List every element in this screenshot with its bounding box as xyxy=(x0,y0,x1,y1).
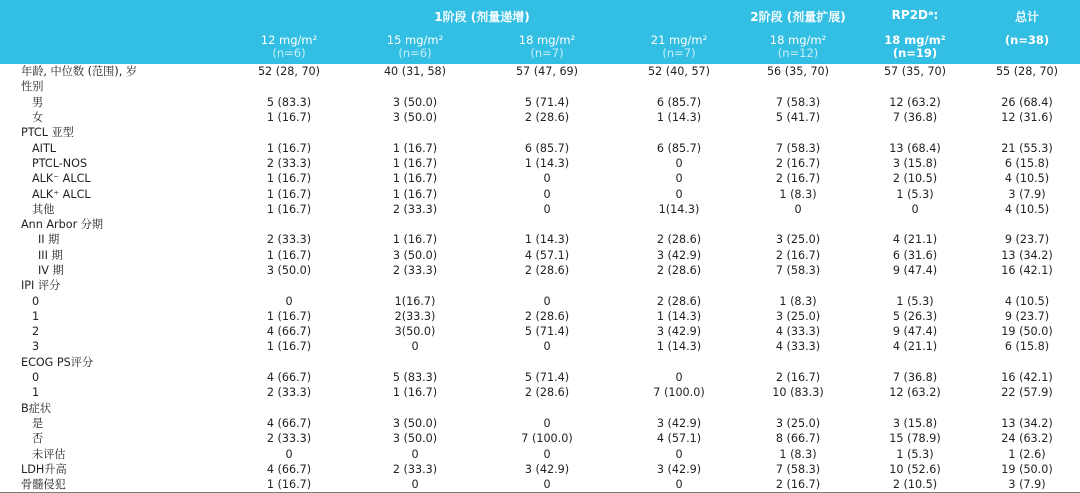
row-label: 2 xyxy=(32,325,40,339)
table-cell: 1 (8.3) xyxy=(779,447,817,461)
table-cell: 2 (28.6) xyxy=(524,264,570,277)
table-cell: 2 (28.6) xyxy=(524,386,570,400)
table-row xyxy=(0,217,1080,232)
dose-value: 21 mg/m² xyxy=(650,33,708,47)
table-cell: 2 (33.3) xyxy=(392,202,438,216)
table-cell: 5 (83.3) xyxy=(266,95,312,109)
table-cell: 0 xyxy=(543,294,551,308)
table-cell: 1 (16.7) xyxy=(392,141,438,155)
table-cell: 21 (55.3) xyxy=(1001,141,1053,155)
row-label: 其他 xyxy=(32,202,55,216)
table-cell: 5 (71.4) xyxy=(524,371,570,385)
table-row xyxy=(0,171,1080,186)
row-label: ALK⁺ ALCL xyxy=(32,187,91,201)
table-cell xyxy=(224,278,354,293)
table-cell: 2 (10.5) xyxy=(892,172,938,186)
table-cell xyxy=(856,217,974,232)
rp2d-header-label: RP2Dᵃ: xyxy=(856,0,974,34)
table-cell: 55 (28, 70) xyxy=(995,65,1059,79)
table-cell: 2 (33.3) xyxy=(266,233,312,247)
table-cell: 1 (16.7) xyxy=(392,233,438,247)
table-cell xyxy=(740,401,856,416)
table-row xyxy=(0,110,1080,125)
table-cell: 3 (7.9) xyxy=(1008,187,1046,201)
table-cell: 1 (14.3) xyxy=(656,309,702,323)
table-cell: 4 (21.1) xyxy=(892,233,938,247)
table-cell xyxy=(856,125,974,140)
table-row xyxy=(0,431,1080,446)
dose-col-header xyxy=(354,34,476,64)
table-cell: 2 (16.7) xyxy=(775,156,821,170)
table-cell: 3 (42.9) xyxy=(656,462,702,476)
table-cell: 1 (5.3) xyxy=(896,187,934,201)
table-cell: 1 (16.7) xyxy=(266,309,312,323)
table-cell: 0 xyxy=(543,340,551,354)
table-cell: 2 (10.5) xyxy=(856,477,974,493)
table-body xyxy=(0,64,1080,493)
table-cell: 19 (50.0) xyxy=(1001,325,1053,339)
table-cell: 0 xyxy=(675,187,683,201)
table-row xyxy=(0,401,1080,416)
table-cell: 0 xyxy=(411,340,419,354)
table-cell: 1 (16.7) xyxy=(392,172,438,186)
table-cell: 2 (16.7) xyxy=(775,371,821,385)
table-cell: 1 (2.6) xyxy=(1008,447,1046,461)
dose-value: 12 mg/m² xyxy=(260,33,318,47)
table-cell: 5 (71.4) xyxy=(524,95,570,109)
table-cell: 13 (34.2) xyxy=(1001,248,1053,262)
table-cell xyxy=(618,125,740,140)
phase1-group-header: 1阶段 (剂量递增) xyxy=(224,0,740,34)
table-cell: 1 (16.7) xyxy=(266,248,312,262)
table-cell: 15 (78.9) xyxy=(889,432,941,446)
table-cell: 3 (50.0) xyxy=(266,264,312,277)
table-row xyxy=(0,370,1080,385)
table-cell: 6 (85.7) xyxy=(656,141,702,155)
table-cell xyxy=(354,79,476,94)
table-cell: 12 (31.6) xyxy=(1001,111,1053,125)
table-cell: 7 (100.0) xyxy=(653,386,705,400)
table-cell: 1 (14.3) xyxy=(524,156,570,170)
table-cell: 1 (5.3) xyxy=(896,294,934,308)
table-cell: 9 (23.7) xyxy=(1004,309,1050,323)
table-cell: 2 (28.6) xyxy=(656,264,702,277)
table-cell xyxy=(224,217,354,232)
table-cell: 6 (15.8) xyxy=(1004,340,1050,354)
table-cell: 7 (36.8) xyxy=(892,371,938,385)
table-cell: 0 xyxy=(675,371,683,385)
table-cell: 1(16.7) xyxy=(394,294,436,308)
table-cell xyxy=(856,79,974,94)
table-row xyxy=(0,95,1080,110)
table-cell: 4 (66.7) xyxy=(266,416,312,430)
table-cell: 3(50.0) xyxy=(394,325,436,339)
table-cell: 4 (66.7) xyxy=(266,371,312,385)
table-row xyxy=(0,202,1080,217)
dose-n: (n=7) xyxy=(530,46,564,60)
table-cell: 3 (25.0) xyxy=(775,233,821,247)
table-cell: 19 (50.0) xyxy=(1001,462,1053,476)
table-cell: 7 (36.8) xyxy=(892,111,938,125)
table-row xyxy=(0,324,1080,339)
row-label: 3 xyxy=(32,340,40,354)
table-cell: 3 (50.0) xyxy=(392,111,438,125)
table-cell: 1 (16.7) xyxy=(224,477,354,493)
table-cell: 2 (16.7) xyxy=(775,248,821,262)
table-cell: 26 (68.4) xyxy=(1001,95,1053,109)
table-cell: 2 (33.3) xyxy=(392,264,438,277)
table-cell xyxy=(224,355,354,370)
table-cell xyxy=(476,217,618,232)
table-cell: 5 (26.3) xyxy=(892,309,938,323)
table-row xyxy=(0,232,1080,247)
table-cell: 4 (33.3) xyxy=(775,325,821,339)
row-label: PTCL 亚型 xyxy=(21,126,74,140)
table-cell xyxy=(618,217,740,232)
table-cell xyxy=(974,79,1080,94)
row-label: III 期 xyxy=(38,248,63,262)
table-cell: 1 (5.3) xyxy=(896,447,934,461)
table-cell: 0 xyxy=(476,477,618,493)
table-cell: 0 xyxy=(618,477,740,493)
dose-n: (n=7) xyxy=(662,46,696,60)
table-cell: 1 (14.3) xyxy=(524,233,570,247)
row-label: 男 xyxy=(32,95,44,109)
row-label: IV 期 xyxy=(38,264,64,277)
dose-col-header xyxy=(618,34,740,64)
table-row xyxy=(0,385,1080,400)
table-cell xyxy=(856,355,974,370)
table-cell: 0 xyxy=(543,447,551,461)
table-cell xyxy=(224,401,354,416)
table-cell: 3 (50.0) xyxy=(392,432,438,446)
table-cell: 12 (63.2) xyxy=(889,386,941,400)
table-cell xyxy=(856,278,974,293)
table-cell xyxy=(618,355,740,370)
table-cell: 2 (28.6) xyxy=(524,111,570,125)
table-cell: 0 xyxy=(285,294,293,308)
table-row xyxy=(0,462,1080,477)
table-cell: 4 (57.1) xyxy=(524,248,570,262)
table-cell xyxy=(740,79,856,94)
table-row xyxy=(0,186,1080,201)
table-row xyxy=(0,79,1080,94)
row-label: 骨髓侵犯 xyxy=(0,477,224,493)
table-cell xyxy=(974,217,1080,232)
table-cell: 56 (35, 70) xyxy=(766,65,830,79)
table-row xyxy=(0,248,1080,263)
table-cell xyxy=(974,355,1080,370)
table-cell: 7 (58.3) xyxy=(775,95,821,109)
table-cell: 7 (58.3) xyxy=(775,462,821,476)
row-label: ALK⁻ ALCL xyxy=(32,172,91,186)
table-cell xyxy=(354,217,476,232)
header-blank-cell xyxy=(0,0,224,34)
dose-value: 15 mg/m² xyxy=(386,33,444,47)
table-cell xyxy=(354,355,476,370)
total-col-header xyxy=(974,34,1080,64)
table-cell: 12 (63.2) xyxy=(889,95,941,109)
dose-col-header xyxy=(224,34,354,64)
table-cell: 1 (16.7) xyxy=(266,340,312,354)
table-cell: 24 (63.2) xyxy=(1001,432,1053,446)
table-cell: 0 xyxy=(675,447,683,461)
table-cell: 2 (28.6) xyxy=(524,309,570,323)
table-cell: 1 (14.3) xyxy=(656,340,702,354)
table-cell: 4 (10.5) xyxy=(1004,172,1050,186)
table-cell: 9 (23.7) xyxy=(1004,233,1050,247)
table-cell: 1 (8.3) xyxy=(779,187,817,201)
table-cell xyxy=(354,401,476,416)
table-row xyxy=(0,278,1080,293)
dose-value: 18 mg/m² xyxy=(769,33,827,47)
table-row xyxy=(0,64,1080,79)
table-cell: 3 (25.0) xyxy=(775,416,821,430)
table-cell: 13 (34.2) xyxy=(1001,416,1053,430)
table-cell xyxy=(974,278,1080,293)
header-blank-cell-2 xyxy=(0,34,224,64)
table-cell: 57 (47, 69) xyxy=(515,65,579,79)
table-cell: 9 (47.4) xyxy=(892,325,938,339)
table-cell: 7 (58.3) xyxy=(775,264,821,277)
table-cell xyxy=(618,79,740,94)
table-cell: 3 (42.9) xyxy=(656,248,702,262)
row-label: Ann Arbor 分期 xyxy=(21,218,104,232)
table-cell: 4 (66.7) xyxy=(266,462,312,476)
row-label: AITL xyxy=(32,141,57,155)
table-cell: 4 (57.1) xyxy=(656,432,702,446)
table-cell: 7 (58.3) xyxy=(775,141,821,155)
table-cell xyxy=(740,278,856,293)
table-cell: 2 (33.3) xyxy=(392,462,438,476)
dose-n: (n=12) xyxy=(777,46,819,60)
table-cell: 0 xyxy=(794,202,802,216)
table-cell xyxy=(618,278,740,293)
dose-col-header xyxy=(476,34,618,64)
table-cell xyxy=(476,401,618,416)
table-cell xyxy=(354,125,476,140)
table-cell: 6 (15.8) xyxy=(1004,156,1050,170)
table-cell: 3 (42.9) xyxy=(524,462,570,476)
table-cell xyxy=(740,125,856,140)
row-label: LDH升高 xyxy=(21,462,67,476)
row-label: ECOG PS评分 xyxy=(21,355,94,369)
table-cell: 3 (7.9) xyxy=(974,477,1080,493)
table-cell xyxy=(476,125,618,140)
total-header-label: 总计 xyxy=(974,0,1080,34)
row-label: 否 xyxy=(32,432,44,446)
row-label: II 期 xyxy=(38,233,60,247)
table-cell: 6 (85.7) xyxy=(524,141,570,155)
table-row xyxy=(0,355,1080,370)
table-cell: 9 (47.4) xyxy=(892,264,938,277)
row-label: 1 xyxy=(32,309,40,323)
table-row xyxy=(0,293,1080,308)
table-cell: 1 (16.7) xyxy=(266,187,312,201)
table-cell: 4 (33.3) xyxy=(775,340,821,354)
table-row xyxy=(0,339,1080,354)
table-cell xyxy=(354,278,476,293)
table-cell: 2 (16.7) xyxy=(740,477,856,493)
table-cell: 1 (16.7) xyxy=(266,172,312,186)
table-cell: 2 (28.6) xyxy=(656,294,702,308)
table-cell: 2 (33.3) xyxy=(266,386,312,400)
table-cell: 0 xyxy=(543,187,551,201)
table-cell: 13 (68.4) xyxy=(889,141,941,155)
table-cell: 0 xyxy=(675,156,683,170)
row-label: 0 xyxy=(32,371,40,385)
table-cell: 1(14.3) xyxy=(658,202,700,216)
table-cell: 1 (16.7) xyxy=(266,141,312,155)
table-cell xyxy=(476,278,618,293)
table-cell: 0 xyxy=(543,172,551,186)
dose-n: (n=6) xyxy=(272,46,306,60)
table-cell xyxy=(476,79,618,94)
table-cell: 0 xyxy=(285,447,293,461)
rp2d-dose: 18 mg/m² xyxy=(884,33,946,47)
table-cell xyxy=(618,401,740,416)
table-cell: 22 (57.9) xyxy=(1001,386,1053,400)
table-cell: 1 (16.7) xyxy=(392,386,438,400)
table-row xyxy=(0,309,1080,324)
row-label: 未评估 xyxy=(32,447,66,461)
table-cell: 1 (8.3) xyxy=(779,294,817,308)
table-cell: 16 (42.1) xyxy=(1001,264,1053,277)
table-cell: 1 (14.3) xyxy=(656,111,702,125)
table-cell: 0 xyxy=(354,477,476,493)
table-cell: 5 (71.4) xyxy=(524,325,570,339)
table-cell: 5 (41.7) xyxy=(775,111,821,125)
table-row xyxy=(0,125,1080,140)
table-cell: 57 (35, 70) xyxy=(883,65,947,79)
table-cell: 52 (28, 70) xyxy=(257,65,321,79)
table-cell: 1 (16.7) xyxy=(266,111,312,125)
row-label: PTCL-NOS xyxy=(32,156,88,170)
table-cell: 3 (15.8) xyxy=(892,156,938,170)
table-cell: 52 (40, 57) xyxy=(647,65,711,79)
table-cell xyxy=(740,355,856,370)
table-cell: 6 (85.7) xyxy=(656,95,702,109)
table-cell: 10 (52.6) xyxy=(889,462,941,476)
table-cell: 1 (16.7) xyxy=(392,156,438,170)
table-cell: 5 (83.3) xyxy=(392,371,438,385)
table-cell xyxy=(740,217,856,232)
table-cell xyxy=(974,401,1080,416)
table-cell: 10 (83.3) xyxy=(772,386,824,400)
table-cell xyxy=(476,355,618,370)
table-cell: 2 (16.7) xyxy=(775,172,821,186)
table-cell: 40 (31, 58) xyxy=(383,65,447,79)
table-cell: 3 (42.9) xyxy=(656,416,702,430)
table-row xyxy=(0,416,1080,431)
table-cell: 8 (66.7) xyxy=(775,432,821,446)
row-label: 0 xyxy=(32,294,40,308)
table-cell: 2 (33.3) xyxy=(266,156,312,170)
row-label: B症状 xyxy=(21,401,52,415)
table-row xyxy=(0,446,1080,461)
dose-col-header xyxy=(740,34,856,64)
table-cell xyxy=(224,125,354,140)
rp2d-n: (n=19) xyxy=(892,46,938,60)
table-cell: 3 (50.0) xyxy=(392,416,438,430)
dose-value: 18 mg/m² xyxy=(518,33,576,47)
table-cell xyxy=(856,401,974,416)
table-cell: 0 xyxy=(543,416,551,430)
table-row xyxy=(0,156,1080,171)
table-cell: 3 (25.0) xyxy=(775,309,821,323)
table-row xyxy=(0,263,1080,278)
row-label: 性别 xyxy=(21,80,44,94)
table-cell: 4 (21.1) xyxy=(892,340,938,354)
table-cell: 16 (42.1) xyxy=(1001,371,1053,385)
table-cell: 4 (10.5) xyxy=(1004,294,1050,308)
row-label: 1 xyxy=(32,386,40,400)
table-cell: 7 (100.0) xyxy=(521,432,573,446)
table-cell: 2 (33.3) xyxy=(266,432,312,446)
table-cell: 0 xyxy=(411,447,419,461)
table-row xyxy=(0,477,1080,493)
total-n: (n=38) xyxy=(1004,33,1050,47)
table-cell: 0 xyxy=(911,202,919,216)
row-label: 年龄, 中位数 (范围), 岁 xyxy=(21,65,138,79)
row-label: IPI 评分 xyxy=(21,279,61,293)
table-cell: 4 (66.7) xyxy=(266,325,312,339)
row-label: 女 xyxy=(32,111,44,125)
table-cell xyxy=(224,79,354,94)
table-cell: 4 (10.5) xyxy=(1004,202,1050,216)
table-header xyxy=(0,0,1080,64)
table-cell: 2(33.3) xyxy=(394,309,436,323)
row-label: 是 xyxy=(32,416,44,430)
table-cell: 0 xyxy=(543,202,551,216)
phase2-group-header: 2阶段 (剂量扩展) xyxy=(740,0,856,34)
table-cell: 3 (50.0) xyxy=(392,248,438,262)
table-cell: 1 (16.7) xyxy=(266,202,312,216)
table-cell: 2 (28.6) xyxy=(656,233,702,247)
table-row xyxy=(0,140,1080,155)
table-cell: 3 (50.0) xyxy=(392,95,438,109)
table-cell: 1 (16.7) xyxy=(392,187,438,201)
table-cell: 3 (42.9) xyxy=(656,325,702,339)
table-cell: 3 (15.8) xyxy=(892,416,938,430)
table-cell: 0 xyxy=(675,172,683,186)
table-cell: 6 (31.6) xyxy=(892,248,938,262)
table-cell xyxy=(974,125,1080,140)
rp2d-col-header xyxy=(856,34,974,64)
dose-n: (n=6) xyxy=(398,46,432,60)
